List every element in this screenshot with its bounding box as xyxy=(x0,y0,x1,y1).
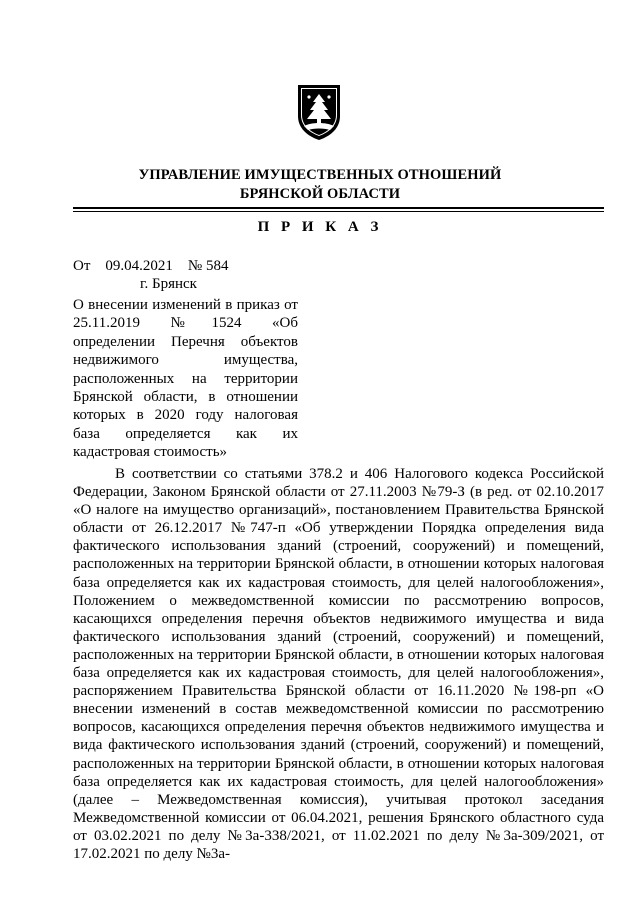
order-dateline xyxy=(73,258,228,275)
number-label: № xyxy=(187,258,203,274)
order-date: 09.04.2021 xyxy=(105,258,173,274)
bryansk-coat-of-arms-icon xyxy=(294,82,344,142)
header-divider-thin xyxy=(73,211,604,212)
order-subject: О внесении изменений в приказ от 25.11.2019 №1524 «Об определении Перечня объектов недвижимого имущества, расположенных на территории Брянской области, в отношении которых в 2020 году налоговая база определяется как их кадастровая стоимость» xyxy=(73,297,298,461)
document-type: П Р И К А З xyxy=(257,219,383,235)
order-number: 584 xyxy=(205,258,229,274)
header-divider xyxy=(73,207,604,209)
order-body-text: В соответствии со статьями 378.2 и 406 Налогового кодекса Российской Федерации, Законом Брянской области от 27.11.2003 №79-З (в ред. от 02.10.2017 «О налоге на имущество организаций», постановлением Правительства Брянской области от 26.12.2017 №747-п «Об утверждении Порядка определения вида фактического использования зданий (строений, сооружений) и помещений, расположенных на территории Брянской области, в отношении которых налоговая база определяется как их кадастровая стоимость, для целей налогообложения», Положением о межведомственной комиссии по рассмотрению вопросов, касающихся определения перечня объектов недвижимого имущества и вида фактического использования зданий (строений, сооружений) и помещений, расположенных на территории Брянской области, в отношении которых налоговая база определяется как их кадастровая стоимость, для целей налогообложения», распоряжением Правительства Брянской области от 16.11.2020 №198-рп «О внесении изменений в состав межведомственной комиссии по рассмотрению вопросов, касающихся определения перечня объектов недвижимого имущества и вида фактического использования зданий (строений, сооружений) и помещений, расположенных на территории Брянской области, в отношении которых налоговая база определяется как их кадастровая стоимость, для целей налогообложения» (далее – Межведомственная комиссия), учитывая протокол заседания Межведомственной комиссии от 06.04.2021, решения Брянского областного суда от 03.02.2021 по делу №3а-338/2021, от 11.02.2021 по делу №3а-309/2021, от 17.02.2021 по делу №3а- xyxy=(73,466,604,862)
org-line-1: УПРАВЛЕНИЕ ИМУЩЕСТВЕННЫХ ОТНОШЕНИЙ xyxy=(138,167,502,183)
order-city: г. Брянск xyxy=(140,276,197,292)
org-line-2: БРЯНСКОЙ ОБЛАСТИ xyxy=(239,186,401,202)
date-label: От xyxy=(73,258,91,274)
organization-name xyxy=(0,166,640,204)
